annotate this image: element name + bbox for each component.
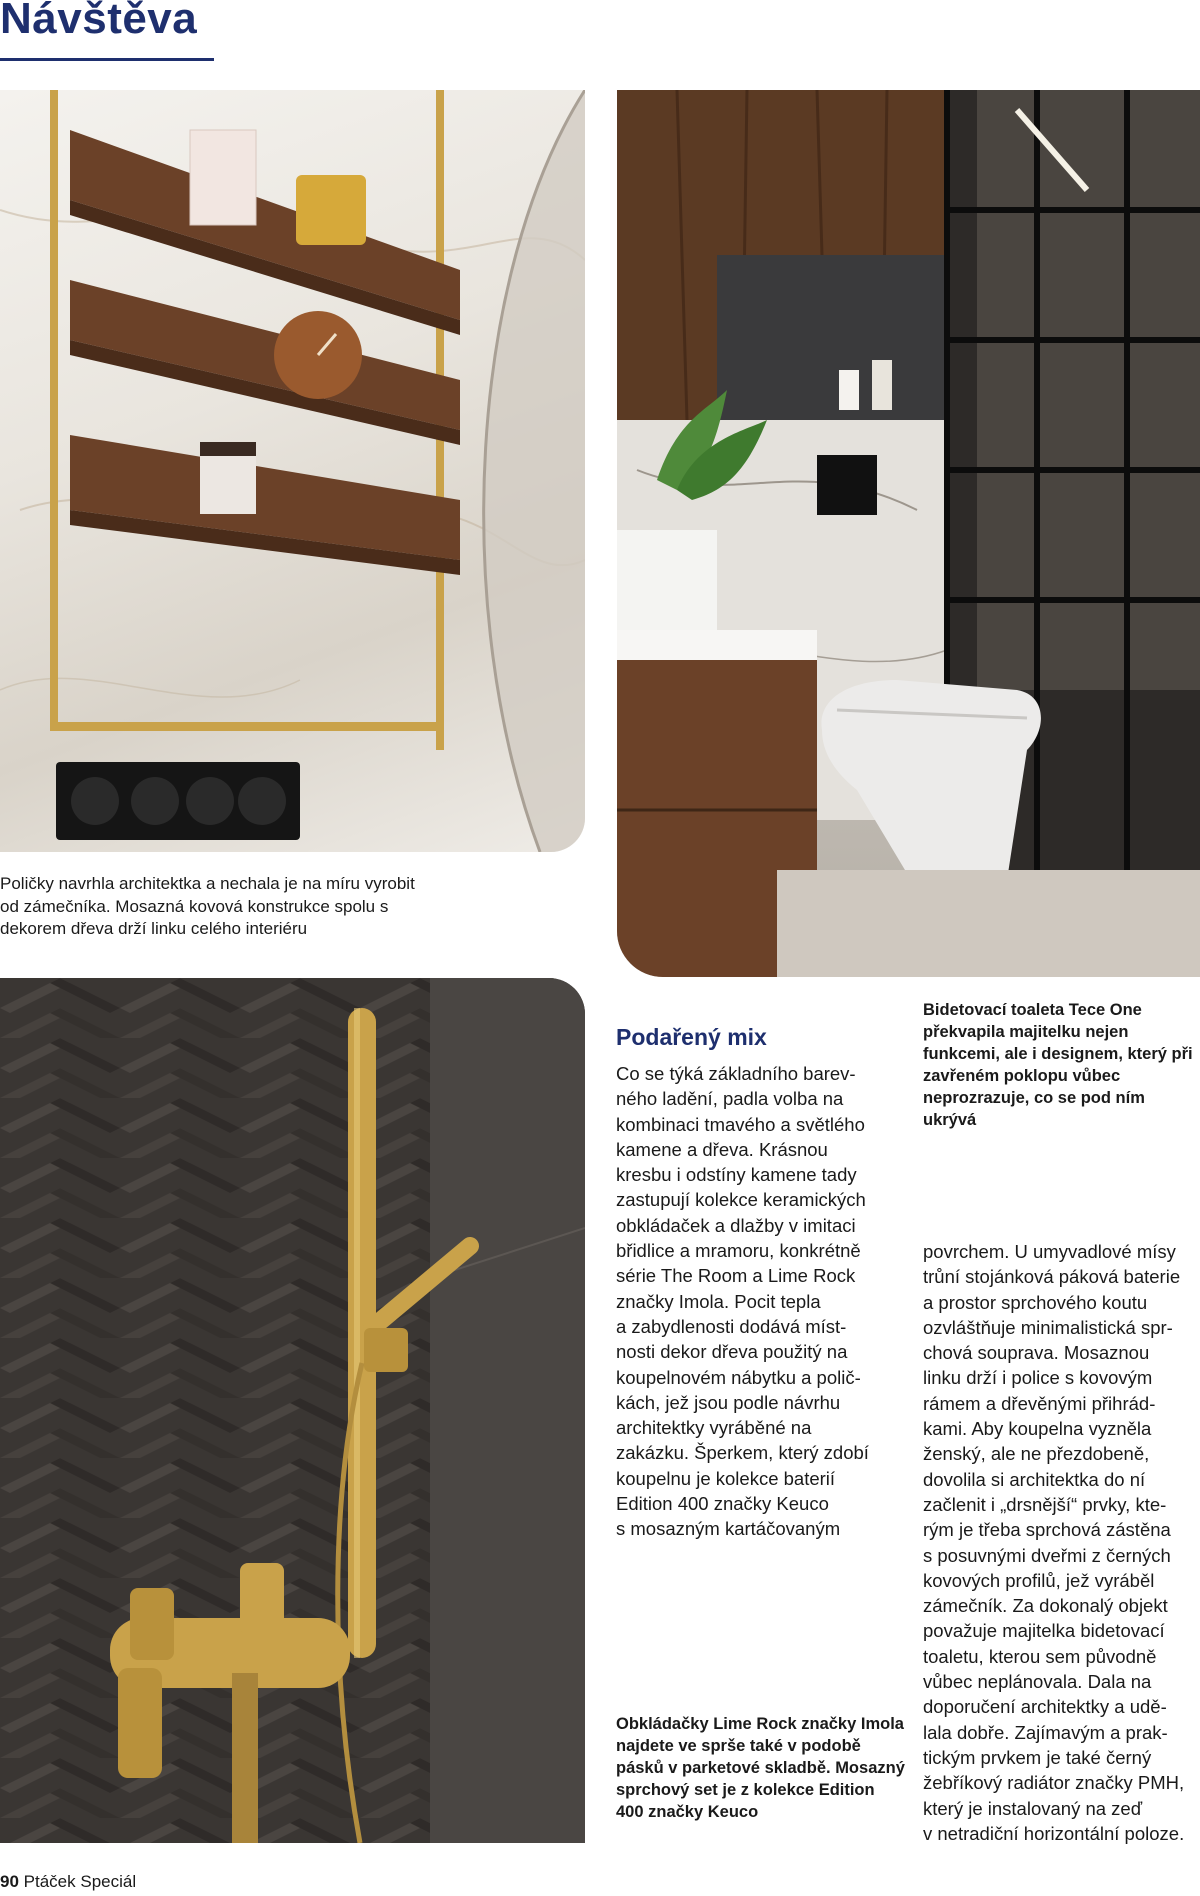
caption-toilet: Bidetovací toaleta Tece One překvapila majitelku nejen funkcemi, ale i designem, který při zavřeném poklopu vůbec neprozrazuje, co se pod ním ukrývá [923,1001,1193,1129]
shelves-illustration [0,90,585,852]
toilet-illustration [617,90,1200,977]
shower-illustration [0,978,585,1843]
page-footer [0,1872,136,1892]
article-body-column-2: povrchem. U umyvadlové mísy trůní stojánková páková baterie a prostor sprchového koutu ozvláštňuje minimalistická spr- chová souprava. Mosaznou linku drží i police s kovovým rámem a dřevěnými přihrád- kami. Aby koupelna vyzněla ženský, ale ne přezdobeně, dovolila si architektka do ní začlenit i „drsnější“ prvky, kte- rým je třeba sprchová zástěna s posuvnými dveřmi z černých kovových profilů, jež vyráběl zámečník. Za dokonalý objekt považuje majitelka bidetovací toaletu, kterou sem původně vůbec neplánovala. Dala na doporučení architektky a udě- lala dobře. Zajímavým a prak- tickým prvkem je také černý žebříkový radiátor značky PMH, který je instalovaný na zeď v netradiční horizontální poloze. [923,1241,1185,1844]
photo-brass-shelves [0,90,585,852]
caption-shelves: Poličky navrhla architektka a nechala je na míru vyrobit od zámečníka. Mosazná kovová konstrukce spolu s dekorem dřeva drží linku celého interiéru [0,874,415,938]
article-subheading: Podařený mix [616,1024,767,1050]
title-underline [0,58,214,61]
photo-bidet-toilet [617,90,1200,977]
publication-name: Ptáček Speciál [23,1872,137,1891]
article-body-column-1: Co se týká základního barev- ného ladění, padla volba na kombinaci tmavého a světlého kamene a dřeva. Krásnou kresbu i odstíny kamene tady zastupují kolekce keramických obkládaček a dlažby v imitaci břidlice a mramoru, konkrétně série The Room a Lime Rock značky Imola. Pocit tepla a zabydlenosti dodává míst- nosti dekor dřeva použitý na koupelnovém nábytku a polič- kách, jež jsou podle návrhu architektky vyráběné na zakázku. Šperkem, který zdobí koupelnu je kolekce baterií Edition 400 značky Keuco s mosazným kartáčovaným [616,1063,869,1540]
caption-shower: Obkládačky Lime Rock značky Imola najdete ve sprše také v podobě pásků v parketové skladbě. Mosazný sprchový set je z kolekce Edition 400 značky Keuco [616,1715,905,1821]
photo-brass-shower-set [0,978,585,1843]
section-title: Návštěva [0,0,198,43]
page-number: 90 [0,1872,19,1891]
